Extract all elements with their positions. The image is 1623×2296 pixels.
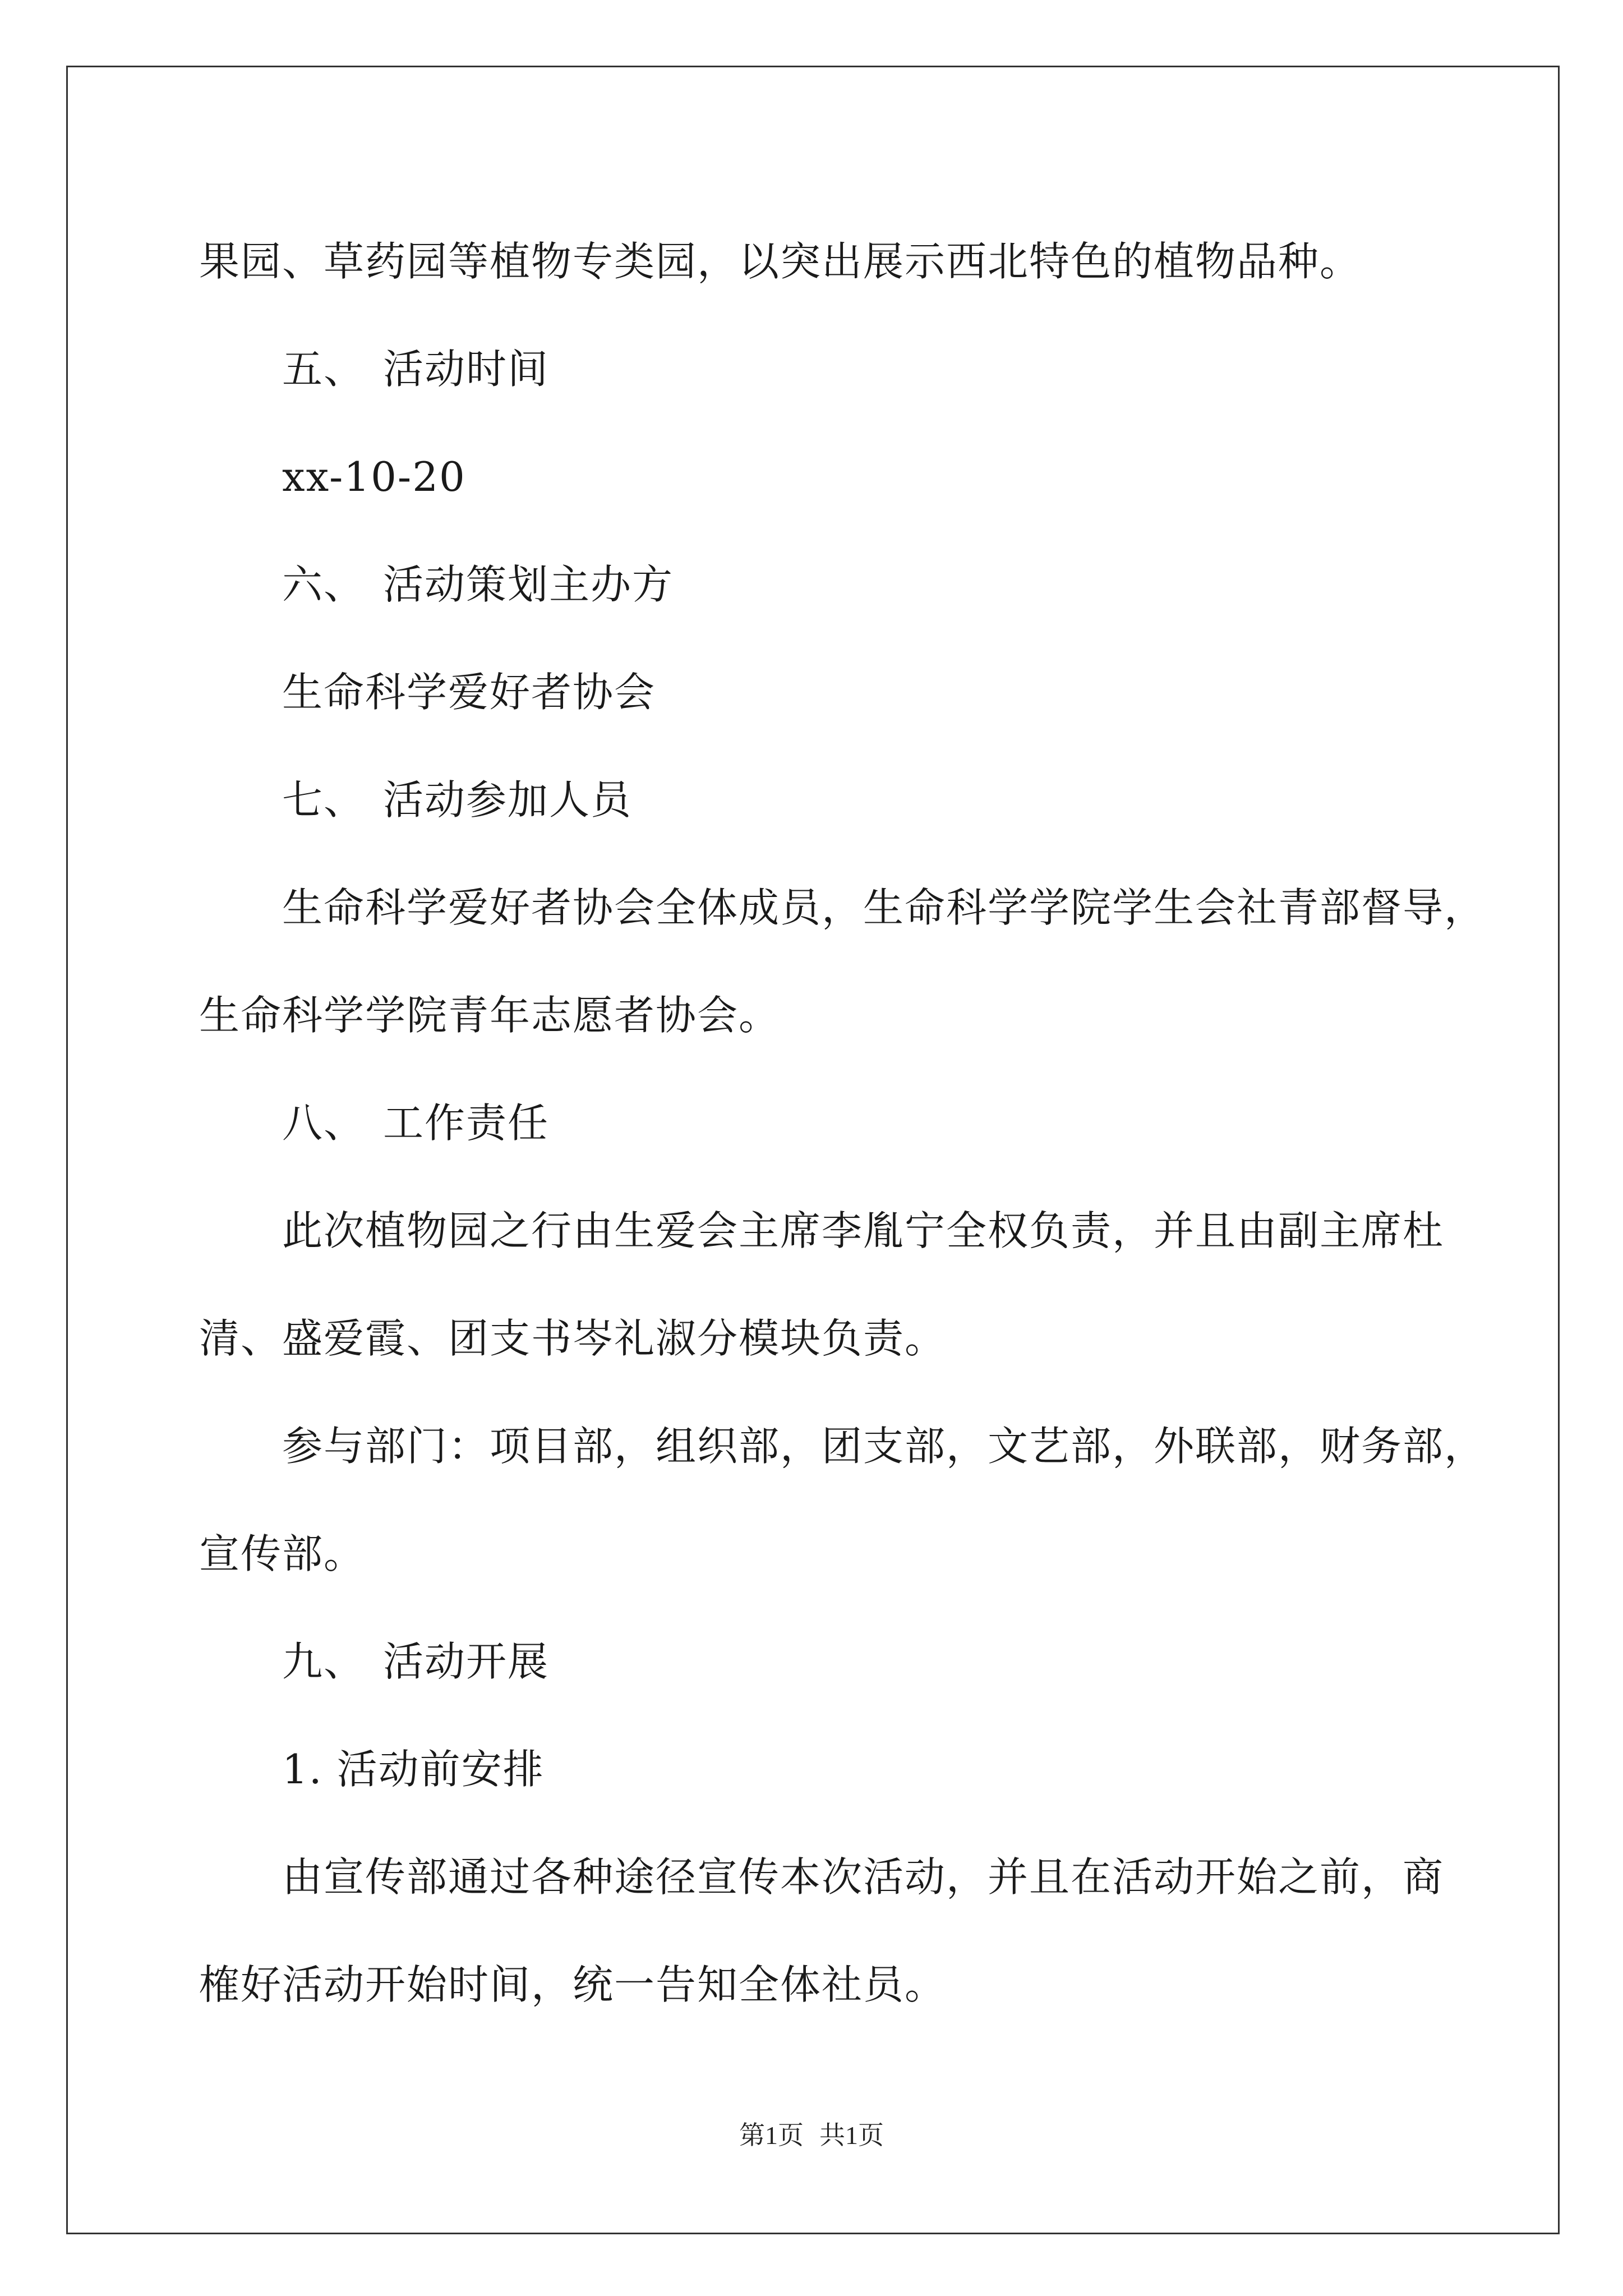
section-title: 活动时间: [383, 346, 550, 393]
section-title: 活动开展: [383, 1638, 550, 1685]
section-title: 活动参加人员: [383, 776, 633, 823]
section-heading-nine: [199, 1608, 1450, 1715]
section-number: 七、: [282, 776, 366, 823]
paragraph-responsibility-cont: 清、盛爱霞、团支书岑礼淑分模块负责。: [199, 1315, 947, 1362]
paragraph-responsibility: 此次植物园之行由生爱会主席李胤宁全权负责，并且由副主席杜: [282, 1207, 1445, 1254]
paragraph-organizer: 生命科学爱好者协会: [282, 669, 656, 716]
paragraph-orchard-intro: 果园、草药园等植物专类园，以突出展示西北特色的植物品种。: [199, 238, 1362, 285]
paragraph-activity-date: xx-10-20: [282, 453, 466, 500]
section-number: 六、: [282, 561, 366, 608]
section-heading-eight: [199, 1069, 1450, 1177]
page-footer: [0, 2115, 1623, 2152]
section-heading-six: [199, 531, 1450, 638]
section-title: 活动策划主办方: [383, 561, 674, 608]
paragraph-departments: 参与部门：项目部，组织部，团支部，文艺部，外联部，财务部，: [282, 1423, 1486, 1470]
subheading-pre-activity: 1. 活动前安排: [282, 1746, 545, 1793]
page-total: 共1页: [819, 2121, 884, 2150]
paragraph-participants: 生命科学爱好者协会全体成员，生命科学学院学生会社青部督导，: [282, 884, 1486, 931]
section-number: 八、: [282, 1099, 366, 1147]
section-title: 工作责任: [383, 1099, 550, 1147]
section-heading-seven: [199, 746, 1450, 854]
section-number: 九、: [282, 1638, 366, 1685]
document-body: [199, 208, 1486, 2039]
paragraph-publicity-cont: 榷好活动开始时间，统一告知全体社员。: [199, 1961, 947, 2008]
paragraph-publicity: 由宣传部通过各种途径宣传本次活动，并且在活动开始之前，商: [282, 1853, 1445, 1901]
paragraph-departments-cont: 宣传部。: [199, 1530, 366, 1577]
paragraph-participants-cont: 生命科学学院青年志愿者协会。: [199, 992, 781, 1039]
page-number: 第1页: [739, 2121, 804, 2150]
section-number: 五、: [282, 346, 366, 393]
section-heading-five: [199, 315, 1450, 423]
